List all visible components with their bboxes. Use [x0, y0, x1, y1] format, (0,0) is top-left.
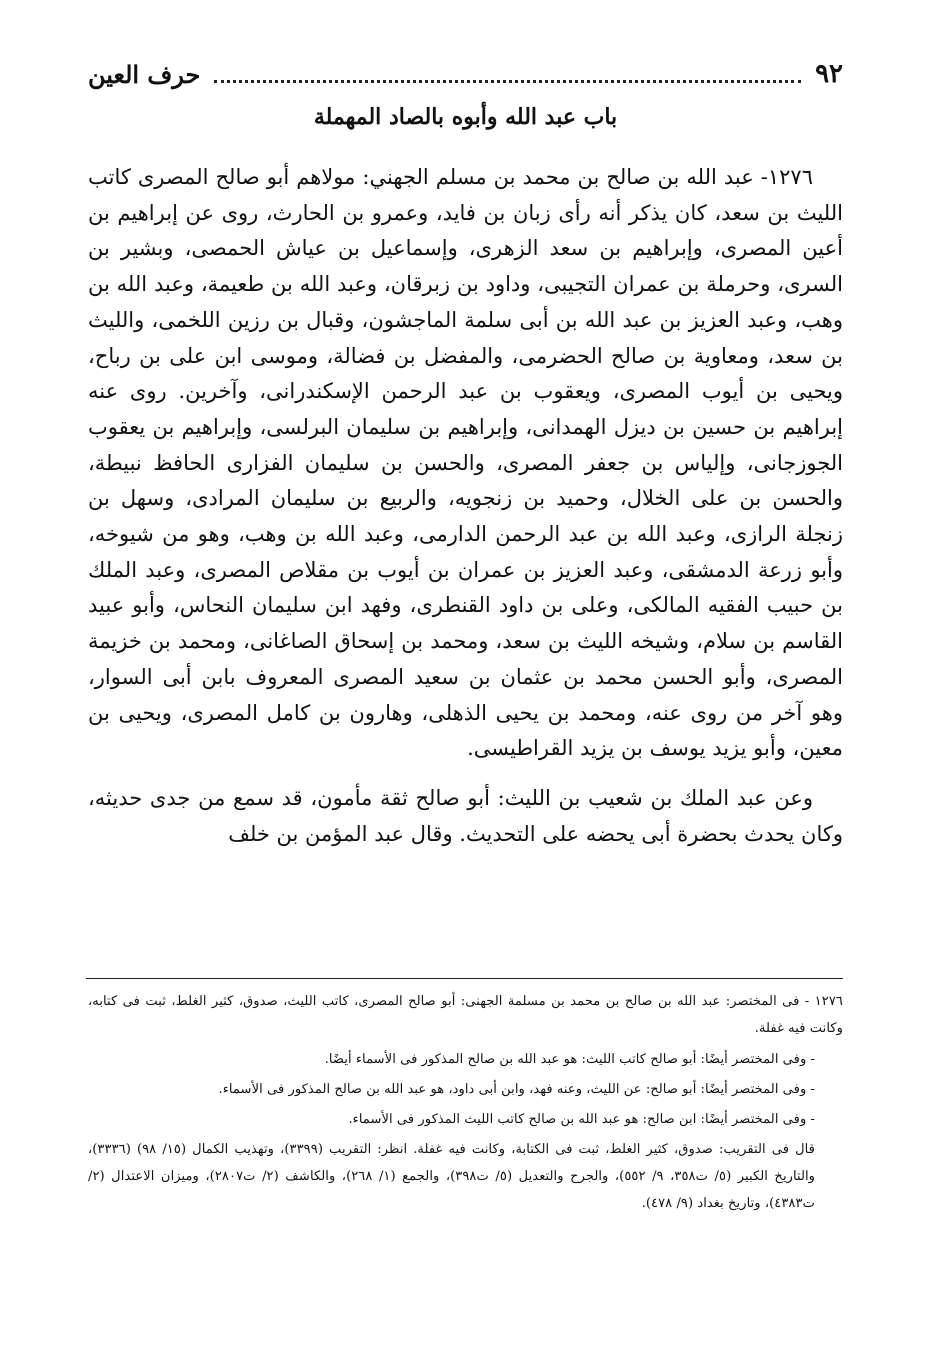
page-number: ٩٢ — [815, 59, 843, 89]
footnotes — [88, 988, 843, 1220]
entry-paragraph-text: عبد الله بن صالح بن محمد بن مسلم الجهني: مولاهم أبو صالح المصرى كاتب الليث بن سعد، كان يذكر أنه رأى زبان بن فايد، وعمرو بن الحارث، روى عن إبراهيم بن أعين المصرى، وإبراهيم بن سعد الزهرى، وإسماعيل بن عياش الحمصى، وبشير بن السرى، وحرملة بن عمران التجيبى، وداود بن زبرقان، وعبد الله بن طعيمة، وعبد الله بن وهب، وعبد العزيز بن عبد الله بن أبى سلمة الماجشون، وقبال بن رزين اللخمى، والليث بن سعد، ومعاوية بن صالح الحضرمى، والمفضل بن فضالة، وموسى ابن على بن رباح، ويحيى بن أيوب المصرى، ويعقوب بن عبد الرحمن الإسكندرانى، وآخرين. روى عنه إبراهيم بن حسين بن ديزل الهمدانى، وإبراهيم بن سليمان البرلسى، وإبراهيم بن يعقوب الجوزجانى، وإلياس بن جعفر المصرى، والحسن بن سليمان الفزارى الحافظ نبيطة، والحسن بن على الخلال، وحميد بن زنجويه، والربيع بن سليمان المرادى، وسهل بن زنجلة الرازى، وعبد الله بن عبد الرحمن الدارمى، وعبد الله بن وهب، وهو من شيوخه، وأبو زرعة الدمشقى، وعبد العزيز بن عمران بن أيوب بن مقلاص المصرى، وعبد الملك بن حبيب الفقيه المالكى، وعلى بن داود القنطرى، وفهد ابن سليمان النحاس، وأبو عبيد القاسم بن سلام، وشيخه الليث بن سعد، ومحمد بن إسحاق الصاغانى، ومحمد بن خزيمة المصرى، وأبو الحسن محمد بن عثمان بن سعيد المصرى المعروف بابن أبى السوار، وهو آخر من روى عنه، ومحمد بن يحيى الذهلى، وهارون بن كامل المصرى، ويحيى بن معين، وأبو يزيد يوسف بن يزيد القراطيسى. — [88, 165, 843, 761]
entry-paragraph-continued: وعن عبد الملك بن شعيب بن الليث: أبو صالح ثقة مأمون، قد سمع من جدى حديثه، وكان يحدث بحضرة أبى يحضه على التحديث. وقال عبد المؤمن بن خلف — [88, 785, 843, 846]
footnote-line: - وفى المختصر أيضًا: ابن صالح: هو عبد الله بن صالح كاتب الليث المذكور فى الأسماء. — [348, 1112, 815, 1127]
page-header — [88, 54, 843, 94]
footnote-line: - وفى المختصر أيضًا: أبو صالح كاتب الليث: هو عبد الله بن صالح المذكور فى الأسماء أيضًا. — [324, 1052, 815, 1067]
running-title: حرف العين — [88, 59, 201, 89]
entry-number: ١٢٧٦- — [760, 165, 813, 189]
footnote-line: - وفى المختصر أيضًا: أبو صالح: عن الليث، وعنه فهد، وابن أبى داود، هو عبد الله بن صالح المذكور فى الأسماء. — [218, 1082, 815, 1097]
footnote-separator — [86, 978, 843, 979]
footnote-references: قال فى التقريب: صدوق، كثير الغلط، ثبت فى الكتابة، وكانت فيه غفلة. انظر: التقريب (٣٣٩٩)، وتهذيب الكمال (١٥/ ٩٨) (٣٣٣٦)، والتاريخ الكبير (٥/ ت٣٥٨، ٩/ ٥٥٢)، والجرح والتعديل (٥/ ت٣٩٨)، والجمع (١/ ٢٦٨)، والكاشف (٢/ ت٢٨٠٧)، وميزان الاعتدال (٢/ ت٤٣٨٣)، وتاريخ بغداد (٩/ ٤٧٨). — [88, 1142, 816, 1211]
main-text — [88, 160, 843, 852]
footnote-main: ١٢٧٦ - فى المختصر: عبد الله بن صالح بن محمد بن مسلمة الجهنى: أبو صالح المصرى، كاتب الليث، صدوق، كثير الغلط، ثبت فى كتابه، وكانت فيه غفلة. — [88, 994, 843, 1036]
header-dotted-leader — [214, 66, 801, 83]
entry-paragraph — [88, 160, 843, 767]
chapter-title: باب عبد الله وأبوه بالصاد المهملة — [313, 104, 618, 130]
